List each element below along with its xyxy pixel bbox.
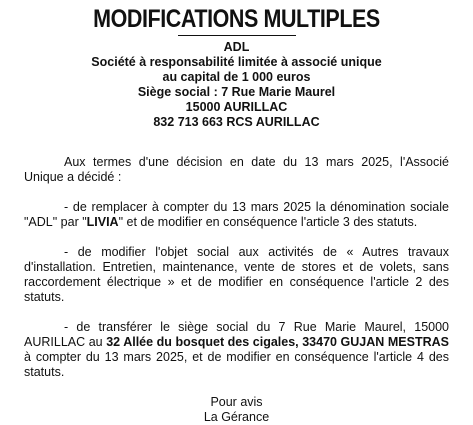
company-address: Siège social : 7 Rue Marie Maurel: [137, 85, 336, 99]
company-header: [24, 40, 449, 130]
title-underline: [178, 35, 296, 36]
company-capital: au capital de 1 000 euros: [162, 70, 311, 84]
company-form: Société à responsabilité limitée à associé unique: [91, 55, 382, 69]
decision1-post: " et de modifier en conséquence l'article 3 des statuts.: [118, 215, 418, 229]
decision-address-change: [24, 320, 449, 380]
company-city: 15000 AURILLAC: [185, 100, 288, 114]
decision-object-change: - de modifier l'objet social aux activités de « Autres travaux d'installation. Entretien, maintenance, vente de stores et de volets, sans raccordement électrique » et de modifier en conséquence l'article 2 des statuts.: [24, 245, 449, 304]
closing-pour-avis: Pour avis: [210, 395, 263, 409]
new-head-office: 32 Allée du bosquet des cigales, 33470 GUJAN MESTRAS: [106, 335, 449, 349]
decision-name-change: [24, 200, 449, 230]
company-name: ADL: [223, 40, 250, 54]
new-company-name: LIVIA: [86, 215, 119, 229]
closing-signatory: La Gérance: [203, 410, 270, 424]
intro-paragraph: Aux termes d'une décision en date du 13 mars 2025, l'Associé Unique a décidé :: [24, 155, 449, 184]
decision1-pre: - de remplacer à compter du 13 mars 2025 la dénomination sociale "ADL" par ": [24, 200, 449, 229]
notice-title: MODIFICATIONS MULTIPLES: [93, 5, 380, 33]
decision3-post: à compter du 13 mars 2025, et de modifier en conséquence l'article 4 des statuts.: [24, 350, 449, 379]
decision3-pre: - de transférer le siège social du 7 Rue Marie Maurel, 15000 AURILLAC au: [24, 320, 449, 349]
notice-body: [24, 155, 449, 380]
company-rcs: 832 713 663 RCS AURILLAC: [153, 115, 320, 129]
closing-block: [24, 395, 449, 425]
